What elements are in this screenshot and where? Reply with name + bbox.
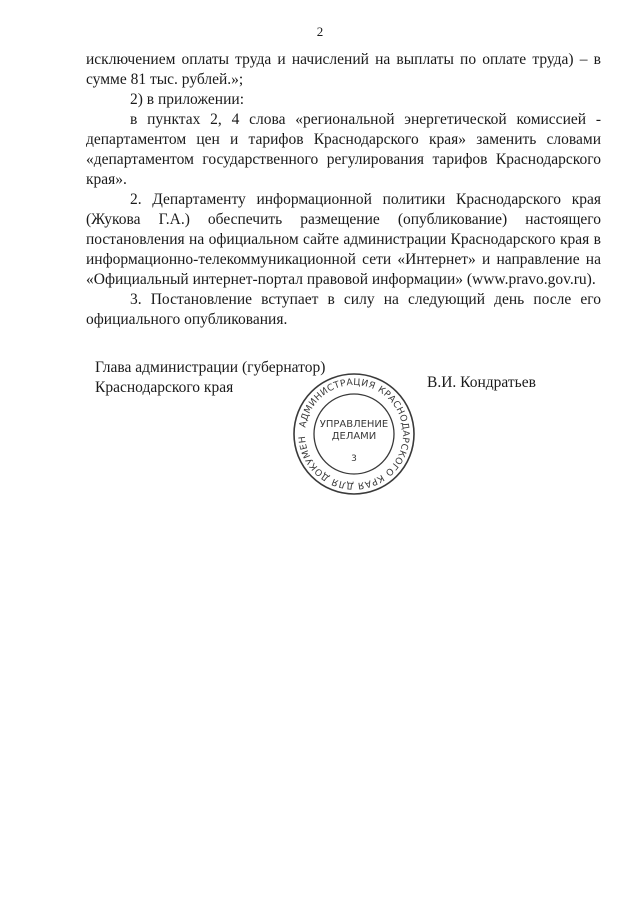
signature-title-line-1: Глава администрации (губернатор) bbox=[95, 359, 326, 376]
page-number: 2 bbox=[316, 24, 324, 39]
paragraph-point-2: 2. Департаменту информационной политики Краснодарского края (Жукова Г.А.) обеспечить размещение (опубликование) настоящего постановления на официальном сайте администрации Краснодарского края в информационно-телекоммуникационной сети «Интернет» и направление на «Официальный интернет-портал правовой информации» (www.pravo.gov.ru). bbox=[86, 191, 601, 288]
svg-text:УПРАВЛЕНИЕ: УПРАВЛЕНИЕ bbox=[319, 419, 389, 430]
official-stamp bbox=[291, 371, 417, 497]
signature-title-line-2: Краснодарского края bbox=[95, 379, 234, 396]
paragraph-item-2-heading: 2) в приложении: bbox=[130, 91, 244, 108]
document-body bbox=[86, 50, 601, 330]
signature-name: В.И. Кондратьев bbox=[427, 374, 536, 391]
svg-text:ДЕЛАМИ: ДЕЛАМИ bbox=[331, 431, 377, 442]
svg-text:3: 3 bbox=[351, 454, 357, 464]
paragraph-item-2-text: в пунктах 2, 4 слова «региональной энергетической комиссией - департаментом цен и тарифов Краснодарского края» заменить словами «департаментом государственного регулирования тарифов Краснодарского края». bbox=[86, 111, 601, 188]
paragraph-continuation: исключением оплаты труда и начислений на выплаты по оплате труда) – в сумме 81 тыс. рублей.»; bbox=[86, 51, 601, 88]
stamp-seal-icon bbox=[291, 371, 417, 497]
svg-text:АДМИНИСТРАЦИЯ КРАСНОДАРСКОГО К: АДМИНИСТРАЦИЯ КРАСНОДАРСКОГО КРАЯ ДЛЯ ДОКУМЕН bbox=[296, 376, 412, 492]
paragraph-point-3: 3. Постановление вступает в силу на следующий день после его официального опубликования. bbox=[86, 291, 601, 328]
